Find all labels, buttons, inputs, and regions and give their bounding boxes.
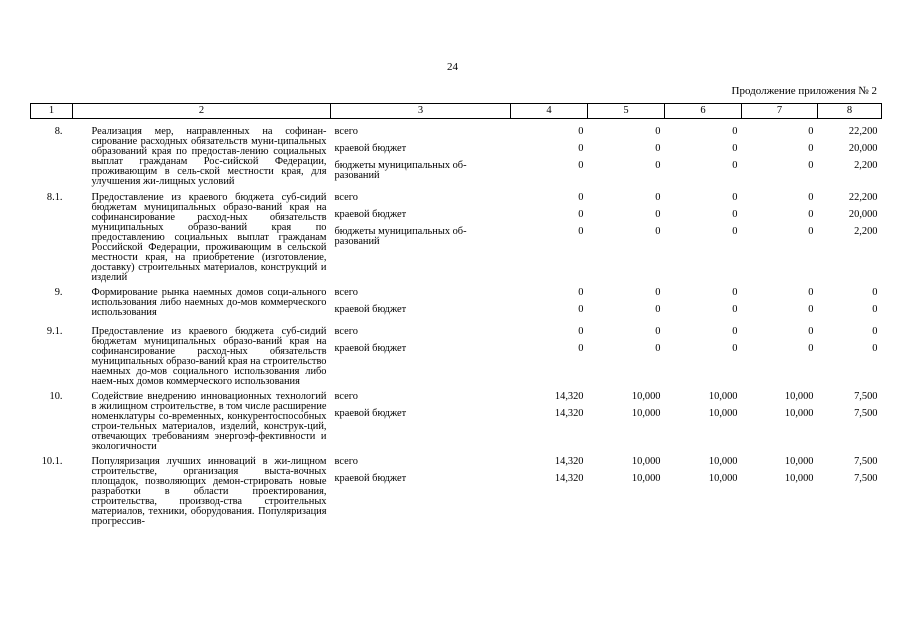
value-cell-col7 (742, 327, 818, 392)
funding-source: краевой бюджет (334, 408, 407, 419)
value-cell-col5 (588, 392, 665, 457)
amount-value: 0 (578, 343, 584, 354)
value-cell-col7 (742, 193, 818, 288)
value-cell-col6 (665, 119, 742, 194)
amount-value: 0 (732, 326, 738, 337)
amount-value: 0 (578, 304, 584, 315)
page-number: 24 (447, 61, 458, 73)
amount-value: 22,200 (848, 192, 878, 203)
amount-value: 22,200 (848, 126, 878, 137)
value-cell-col7 (742, 457, 818, 532)
amount-value: 0 (732, 160, 738, 171)
value-cell-col6 (665, 392, 742, 457)
amount-value: 10,000 (708, 456, 738, 467)
amount-value: 0 (732, 192, 738, 203)
value-cell-col4 (511, 288, 588, 327)
amount-value: 0 (732, 343, 738, 354)
amount-value: 10,000 (631, 456, 661, 467)
amount-value: 14,320 (554, 408, 584, 419)
amount-value: 10,000 (784, 456, 814, 467)
amount-value: 14,320 (554, 456, 584, 467)
amount-value: 0 (578, 209, 584, 220)
amount-value: 20,000 (848, 143, 878, 154)
amount-value: 0 (808, 343, 814, 354)
amount-value: 10,000 (631, 408, 661, 419)
row-number: 9.1. (46, 326, 63, 337)
amount-value: 7,500 (854, 408, 878, 419)
funding-source: всего (334, 287, 358, 298)
value-cell-col8 (818, 119, 882, 194)
value-cell-col5 (588, 119, 665, 194)
amount-value: 10,000 (708, 473, 738, 484)
amount-value: 0 (578, 143, 584, 154)
row-number: 8. (54, 126, 63, 137)
amount-value: 0 (808, 326, 814, 337)
table-row (31, 119, 882, 194)
measure-name: Содействие внедрению инновационных технологий в жилищном строительстве, в том числе расширение номенклатуры со-временных, конкурентоспособных строи-тельных материалов, изделий, конструк-ций, отвечающих требованиям энергоэф-фективности и экологичности (91, 391, 327, 452)
value-cell-col5 (588, 193, 665, 288)
column-header: 6 (665, 104, 742, 119)
amount-value: 7,500 (854, 473, 878, 484)
appendix-note: Продолжение приложения № 2 (731, 85, 877, 97)
column-header: 3 (331, 104, 511, 119)
value-cell-col6 (665, 327, 742, 392)
value-cell-col8 (818, 327, 882, 392)
amount-value: 0 (808, 126, 814, 137)
column-header: 7 (742, 104, 818, 119)
measure-name: Реализация мер, направленных на софинан-сирование расходных обязательств муни-ципальных образований края по предостав-лению социальных выплат гражданам Рос-сийской Федерации, проживающим в сель-ской местности края, для улучшения жи-лищных условий (91, 126, 327, 187)
value-cell-col4 (511, 392, 588, 457)
funding-source: краевой бюджет (334, 143, 407, 154)
amount-value: 10,000 (708, 408, 738, 419)
amount-value: 0 (655, 326, 661, 337)
amount-value: 14,320 (554, 391, 584, 402)
column-header: 1 (31, 104, 73, 119)
budget-table (30, 103, 882, 532)
amount-value: 0 (808, 304, 814, 315)
amount-value: 0 (578, 287, 584, 298)
funding-source: всего (334, 192, 358, 203)
amount-value: 10,000 (784, 391, 814, 402)
amount-value: 0 (655, 160, 661, 171)
amount-value: 0 (732, 209, 738, 220)
amount-value: 0 (578, 192, 584, 203)
column-header: 2 (73, 104, 331, 119)
column-header: 8 (818, 104, 882, 119)
value-cell-col6 (665, 457, 742, 532)
column-header: 4 (511, 104, 588, 119)
funding-source: всего (334, 391, 358, 402)
amount-value: 10,000 (708, 391, 738, 402)
value-cell-col7 (742, 119, 818, 194)
row-number: 8.1. (46, 192, 63, 203)
amount-value: 0 (808, 287, 814, 298)
funding-source: бюджеты муниципальных об-разований (334, 226, 467, 247)
value-cell-col6 (665, 193, 742, 288)
funding-source: бюджеты муниципальных об-разований (334, 160, 467, 181)
funding-source: всего (334, 126, 358, 137)
value-cell-col4 (511, 193, 588, 288)
header-row (31, 104, 882, 119)
value-cell-col7 (742, 392, 818, 457)
amount-value: 10,000 (631, 473, 661, 484)
table-row (31, 288, 882, 327)
funding-sources (331, 327, 511, 392)
value-cell-col8 (818, 392, 882, 457)
value-cell-col4 (511, 327, 588, 392)
row-number: 10.1. (41, 456, 63, 467)
amount-value: 0 (808, 143, 814, 154)
row-number: 9. (54, 287, 63, 298)
funding-source: краевой бюджет (334, 209, 407, 220)
value-cell-col4 (511, 457, 588, 532)
amount-value: 0 (655, 143, 661, 154)
amount-value: 0 (732, 287, 738, 298)
amount-value: 0 (872, 326, 878, 337)
amount-value: 0 (578, 326, 584, 337)
amount-value: 2,200 (854, 226, 878, 237)
measure-name: Предоставление из краевого бюджета суб-сидий бюджетам муниципальных образо-ваний края на софинансирование расход-ных обязательств муниципальных образо-ваний края на строительство наемных до-мов социального использования либо наем-ных домов коммерческого использования (91, 326, 327, 387)
value-cell-col5 (588, 288, 665, 327)
amount-value: 0 (578, 226, 584, 237)
funding-sources (331, 193, 511, 288)
funding-sources (331, 119, 511, 194)
table-row (31, 193, 882, 288)
amount-value: 0 (808, 226, 814, 237)
amount-value: 0 (578, 126, 584, 137)
row-number: 10. (49, 391, 63, 402)
amount-value: 0 (808, 209, 814, 220)
amount-value: 2,200 (854, 160, 878, 171)
amount-value: 7,500 (854, 391, 878, 402)
funding-source: всего (334, 326, 358, 337)
value-cell-col5 (588, 457, 665, 532)
amount-value: 0 (732, 226, 738, 237)
amount-value: 0 (808, 160, 814, 171)
value-cell-col6 (665, 288, 742, 327)
amount-value: 0 (872, 287, 878, 298)
funding-sources (331, 457, 511, 532)
value-cell-col8 (818, 193, 882, 288)
amount-value: 0 (872, 343, 878, 354)
amount-value: 0 (808, 192, 814, 203)
table-row (31, 392, 882, 457)
measure-name: Предоставление из краевого бюджета суб-сидий бюджетам муниципальных образо-ваний края на софинансирование расход-ных обязательств муниципальных образо-ваний края по предоставлению социальных выплат гражданам Российской Федерации, проживающим в сельской местности края, на приобретение (изготовление, доставку) строительных материалов, конструкций и изделий (91, 192, 327, 283)
amount-value: 0 (655, 126, 661, 137)
amount-value: 0 (655, 226, 661, 237)
amount-value: 14,320 (554, 473, 584, 484)
amount-value: 7,500 (854, 456, 878, 467)
amount-value: 0 (732, 304, 738, 315)
amount-value: 0 (732, 126, 738, 137)
amount-value: 20,000 (848, 209, 878, 220)
value-cell-col8 (818, 457, 882, 532)
funding-source: краевой бюджет (334, 473, 407, 484)
amount-value: 0 (655, 209, 661, 220)
value-cell-col8 (818, 288, 882, 327)
measure-name: Формирование рынка наемных домов соци-ального использования либо наемных до-мов коммерческого использования (91, 287, 327, 318)
funding-source: краевой бюджет (334, 304, 407, 315)
table-row (31, 327, 882, 392)
funding-sources (331, 288, 511, 327)
value-cell-col7 (742, 288, 818, 327)
amount-value: 10,000 (631, 391, 661, 402)
funding-source: всего (334, 456, 358, 467)
column-header: 5 (588, 104, 665, 119)
table-row (31, 457, 882, 532)
funding-sources (331, 392, 511, 457)
amount-value: 0 (732, 143, 738, 154)
value-cell-col5 (588, 327, 665, 392)
amount-value: 0 (655, 287, 661, 298)
measure-name: Популяризация лучших инноваций в жи-лищном строительстве, организация выста-вочных площадок, позволяющих демон-стрировать новые разработки в области проектирования, строительства, производ-ства строительных материалов, техники, оборудования. Популяризация прогрессив- (91, 456, 327, 527)
value-cell-col4 (511, 119, 588, 194)
amount-value: 10,000 (784, 473, 814, 484)
amount-value: 10,000 (784, 408, 814, 419)
amount-value: 0 (578, 160, 584, 171)
amount-value: 0 (655, 343, 661, 354)
funding-source: краевой бюджет (334, 343, 407, 354)
amount-value: 0 (872, 304, 878, 315)
amount-value: 0 (655, 304, 661, 315)
amount-value: 0 (655, 192, 661, 203)
